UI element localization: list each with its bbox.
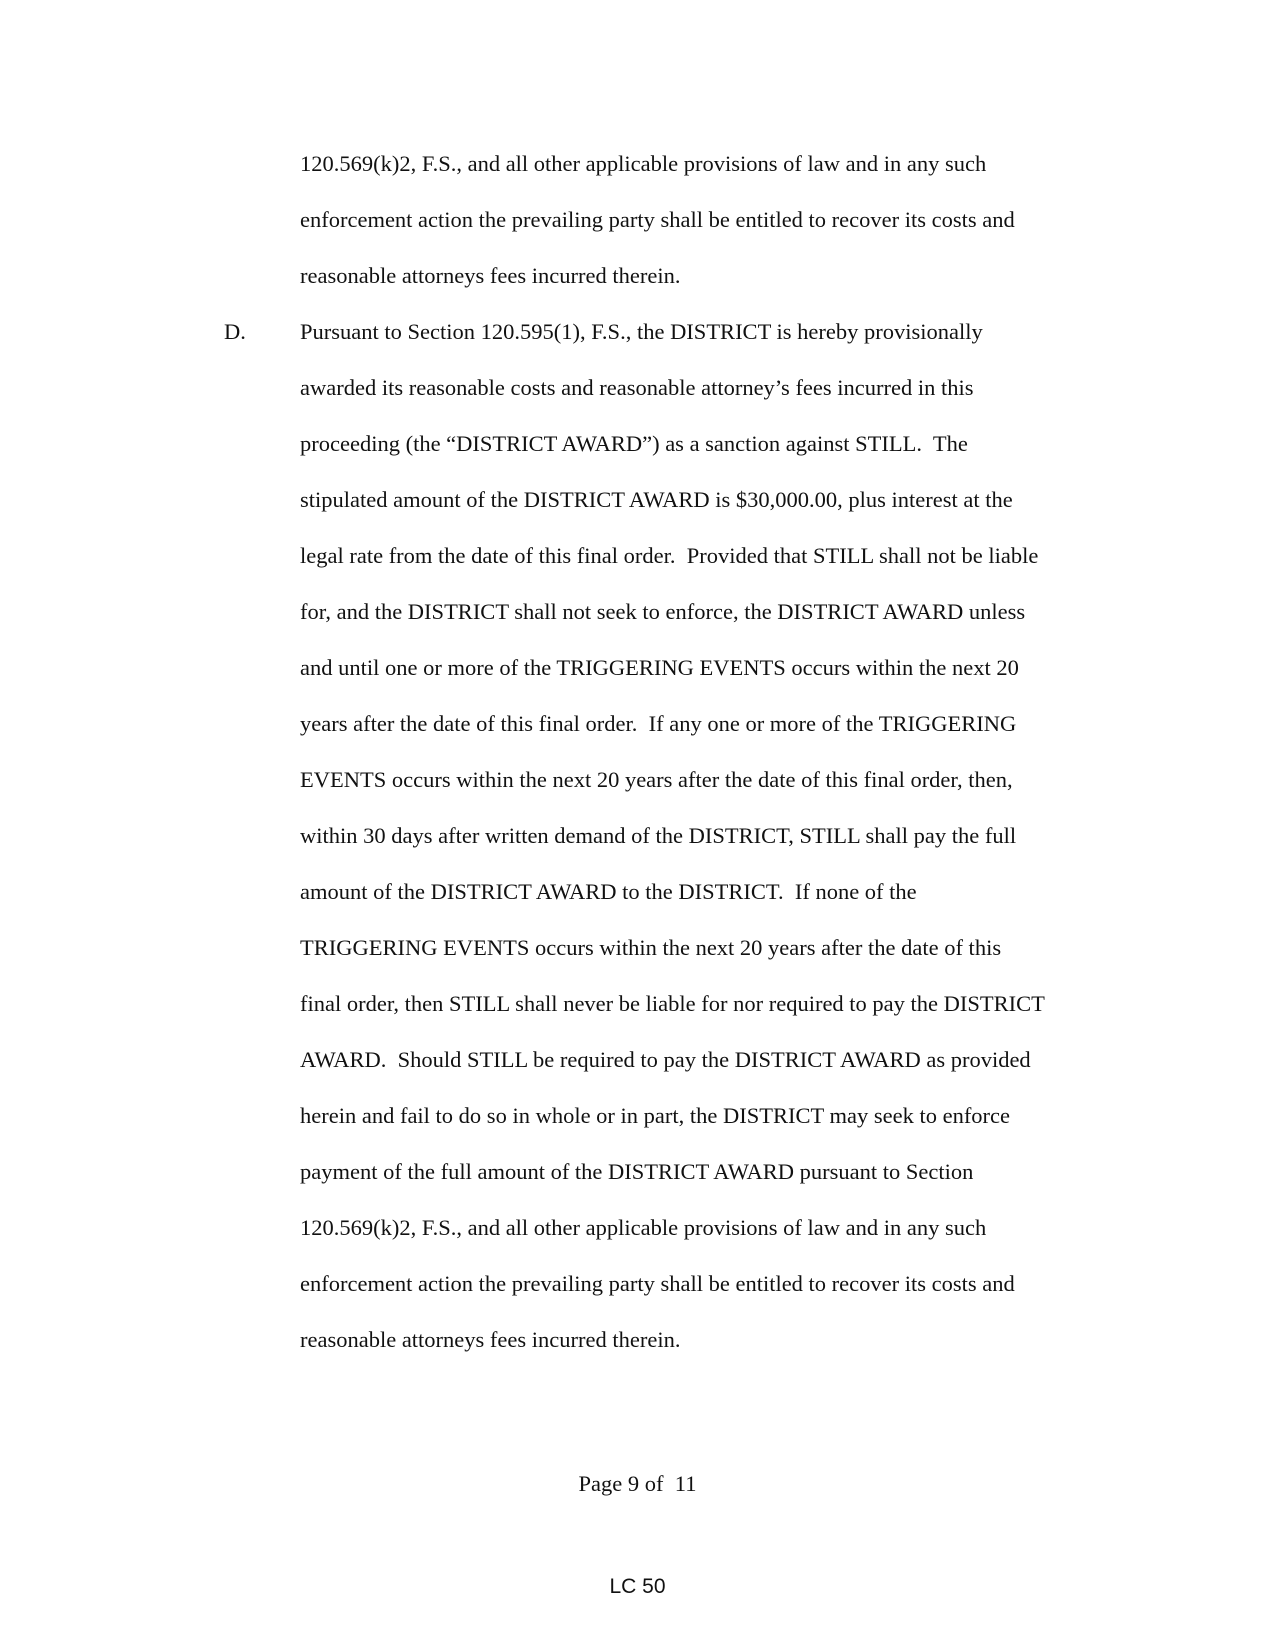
paragraph-line-3: proceeding (the “DISTRICT AWARD”) as a sanction against STILL. The	[300, 431, 968, 456]
paragraph-line-2: awarded its reasonable costs and reasonable attorney’s fees incurred in this	[300, 375, 974, 400]
paragraph-line-15: herein and fail to do so in whole or in part, the DISTRICT may seek to enforce	[300, 1103, 1011, 1128]
paragraph-line-16: payment of the full amount of the DISTRICT AWARD pursuant to Section	[300, 1159, 974, 1184]
paragraph-line-10: within 30 days after written demand of the DISTRICT, STILL shall pay the full	[300, 823, 1017, 848]
paragraph-line-18: enforcement action the prevailing party shall be entitled to recover its costs and	[300, 1271, 1015, 1296]
paragraph-line-17: 120.569(k)2, F.S., and all other applicable provisions of law and in any such	[300, 1215, 987, 1240]
continuation-line-1: 120.569(k)2, F.S., and all other applicable provisions of law and in any such	[300, 151, 987, 176]
paragraph-line-4: stipulated amount of the DISTRICT AWARD is $30,000.00, plus interest at the	[300, 487, 1013, 512]
document-code: LC 50	[609, 1575, 666, 1598]
paragraph-line-6: for, and the DISTRICT shall not seek to enforce, the DISTRICT AWARD unless	[300, 599, 1026, 624]
paragraph-line-14: AWARD. Should STILL be required to pay the DISTRICT AWARD as provided	[300, 1047, 1031, 1072]
paragraph-line-11: amount of the DISTRICT AWARD to the DISTRICT. If none of the	[300, 879, 917, 904]
continuation-line-3: reasonable attorneys fees incurred therein.	[300, 263, 681, 288]
paragraph-line-8: years after the date of this final order. If any one or more of the TRIGGERING	[300, 711, 1017, 736]
paragraph-line-5: legal rate from the date of this final order. Provided that STILL shall not be liable	[300, 543, 1039, 568]
paragraph-line-19: reasonable attorneys fees incurred therein.	[300, 1327, 681, 1352]
paragraph-line-12: TRIGGERING EVENTS occurs within the next 20 years after the date of this	[300, 935, 1002, 960]
paragraph-line-9: EVENTS occurs within the next 20 years after the date of this final order, then,	[300, 767, 1013, 792]
paragraph-line-7: and until one or more of the TRIGGERING EVENTS occurs within the next 20	[300, 655, 1019, 680]
paragraph-line-1: Pursuant to Section 120.595(1), F.S., the DISTRICT is hereby provisionally	[300, 319, 983, 344]
page-number: Page 9 of 11	[578, 1471, 697, 1496]
paragraph-line-13: final order, then STILL shall never be liable for nor required to pay the DISTRICT	[300, 991, 1045, 1016]
paragraph-marker: D.	[224, 319, 246, 344]
continuation-line-2: enforcement action the prevailing party shall be entitled to recover its costs and	[300, 207, 1015, 232]
